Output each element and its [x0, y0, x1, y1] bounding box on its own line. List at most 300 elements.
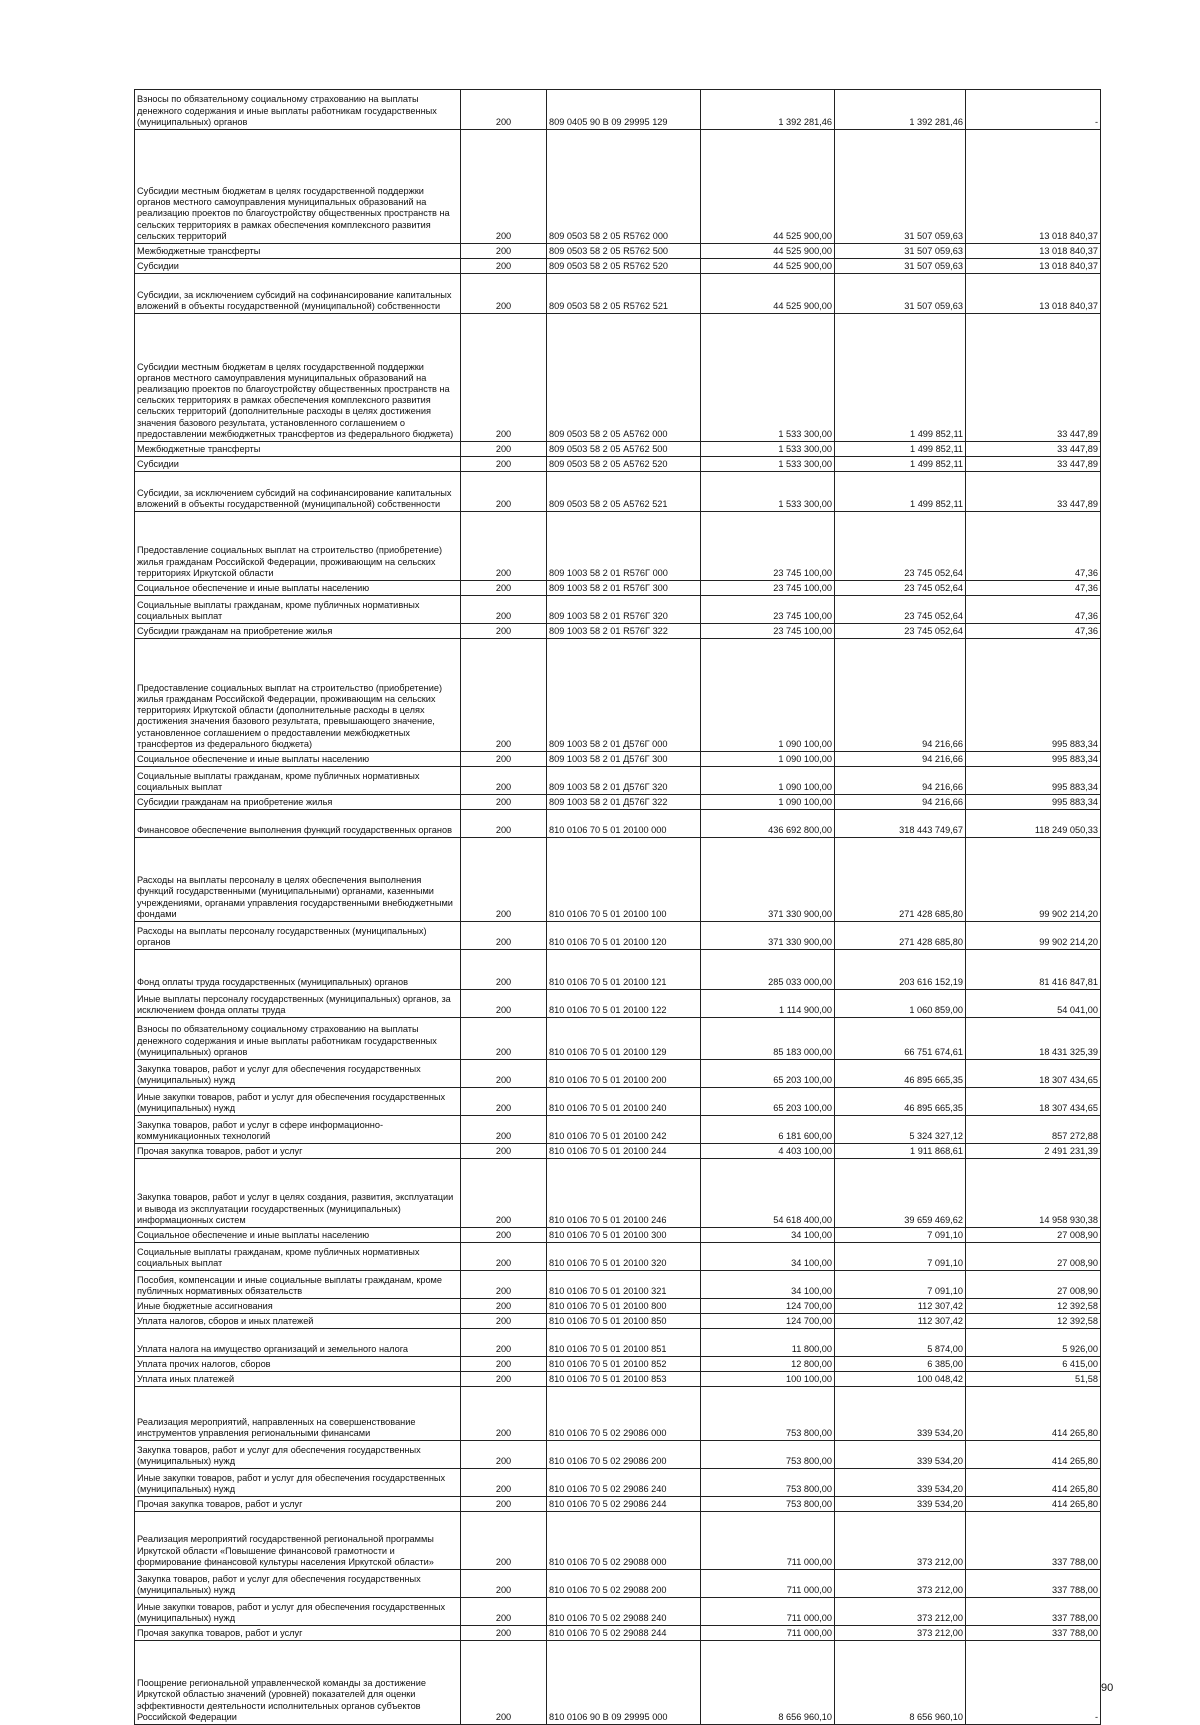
row-executed: 23 745 052,64	[835, 596, 966, 624]
row-name: Поощрение региональной управленческой команды за достижение Иркутской областью значений (уровней) показателей для оценки эффективности деятельности исполнительных органов субъектов Российской Федерации	[135, 1641, 461, 1725]
row-executed: 7 091,10	[835, 1271, 966, 1299]
row-planned: 711 000,00	[701, 1598, 835, 1626]
table-row	[135, 596, 1101, 624]
row-line-code: 200	[461, 752, 547, 767]
row-budget-code: 809 0503 58 2 05 R5762 000	[547, 130, 701, 244]
row-line-code: 200	[461, 990, 547, 1018]
row-line-code: 200	[461, 838, 547, 922]
row-line-code: 200	[461, 442, 547, 457]
row-budget-code: 810 0106 70 5 02 29088 200	[547, 1570, 701, 1598]
row-executed: 46 895 665,35	[835, 1060, 966, 1088]
row-name: Закупка товаров, работ и услуг для обеспечения государственных (муниципальных) нужд	[135, 1060, 461, 1088]
row-line-code: 200	[461, 1299, 547, 1314]
row-name: Субсидии местным бюджетам в целях государственной поддержки органов местного самоуправления муниципальных образований на реализацию проектов по благоустройству общественных пространств на сельских территориях в рамках обеспечения комплексного развития сельских территорий	[135, 130, 461, 244]
row-planned: 12 800,00	[701, 1357, 835, 1372]
table-row	[135, 1469, 1101, 1497]
row-executed: 5 874,00	[835, 1329, 966, 1357]
row-planned: 1 090 100,00	[701, 639, 835, 752]
row-line-code: 200	[461, 624, 547, 639]
row-remaining: 27 008,90	[966, 1243, 1101, 1271]
row-name: Субсидии местным бюджетам в целях государственной поддержки органов местного самоуправления муниципальных образований на реализацию проектов по благоустройству общественных пространств на сельских территориях в рамках обеспечения комплексного развития сельских территорий (дополнительные расходы в целях достижения значения базового результата, установленного соглашением о предоставлении межбюджетных трансфертов из федерального бюджета)	[135, 314, 461, 442]
row-name: Иные закупки товаров, работ и услуг для обеспечения государственных (муниципальных) нужд	[135, 1088, 461, 1116]
row-planned: 124 700,00	[701, 1299, 835, 1314]
row-planned: 65 203 100,00	[701, 1088, 835, 1116]
table-row	[135, 1116, 1101, 1144]
row-budget-code: 809 0503 58 2 05 А5762 000	[547, 314, 701, 442]
row-name: Межбюджетные трансферты	[135, 442, 461, 457]
row-executed: 94 216,66	[835, 639, 966, 752]
row-name: Расходы на выплаты персоналу в целях обеспечения выполнения функций государственными (муниципальными) органами, казенными учреждениями, органами управления государственными внебюджетными фондами	[135, 838, 461, 922]
row-name: Субсидии	[135, 457, 461, 472]
row-planned: 753 800,00	[701, 1387, 835, 1441]
row-name: Предоставление социальных выплат на строительство (приобретение) жилья гражданам Российской Федерации, проживающим на сельских территориях Иркутской области (дополнительные расходы в целях достижения значения базового результата, превышающего значение, установленное соглашением о предоставлении межбюджетных трансфертов из федерального бюджета)	[135, 639, 461, 752]
row-planned: 1 090 100,00	[701, 752, 835, 767]
row-line-code: 200	[461, 512, 547, 581]
row-name: Социальное обеспечение и иные выплаты населению	[135, 752, 461, 767]
table-row	[135, 1497, 1101, 1512]
row-executed: 373 212,00	[835, 1512, 966, 1570]
row-line-code: 200	[461, 1018, 547, 1060]
table-row	[135, 244, 1101, 259]
row-remaining: 6 415,00	[966, 1357, 1101, 1372]
row-executed: 339 534,20	[835, 1469, 966, 1497]
row-remaining: 27 008,90	[966, 1228, 1101, 1243]
row-budget-code: 810 0106 70 5 02 29088 244	[547, 1626, 701, 1641]
table-row	[135, 1088, 1101, 1116]
row-remaining: 47,36	[966, 512, 1101, 581]
row-planned: 34 100,00	[701, 1228, 835, 1243]
row-name: Реализация мероприятий государственной региональной программы Иркутской области «Повышение финансовой грамотности и формирование финансовой культуры населения Иркутской области»	[135, 1512, 461, 1570]
row-budget-code: 810 0106 70 5 01 20100 851	[547, 1329, 701, 1357]
row-remaining: 995 883,34	[966, 767, 1101, 795]
row-line-code: 200	[461, 922, 547, 950]
row-planned: 711 000,00	[701, 1512, 835, 1570]
row-line-code: 200	[461, 472, 547, 512]
row-budget-code: 809 1003 58 2 01 R576Г 320	[547, 596, 701, 624]
row-name: Социальное обеспечение и иные выплаты населению	[135, 581, 461, 596]
row-name: Иные закупки товаров, работ и услуг для обеспечения государственных (муниципальных) нужд	[135, 1469, 461, 1497]
row-name: Субсидии, за исключением субсидий на софинансирование капитальных вложений в объекты государственной (муниципальной) собственности	[135, 274, 461, 314]
row-executed: 339 534,20	[835, 1441, 966, 1469]
row-budget-code: 810 0106 70 5 01 20100 200	[547, 1060, 701, 1088]
row-budget-code: 810 0106 70 5 02 29088 240	[547, 1598, 701, 1626]
table-row	[135, 1626, 1101, 1641]
row-remaining: 33 447,89	[966, 457, 1101, 472]
row-name: Расходы на выплаты персоналу государственных (муниципальных) органов	[135, 922, 461, 950]
row-line-code: 200	[461, 314, 547, 442]
row-executed: 1 499 852,11	[835, 472, 966, 512]
row-executed: 31 507 059,63	[835, 259, 966, 274]
row-planned: 1 533 300,00	[701, 442, 835, 457]
row-remaining: 118 249 050,33	[966, 810, 1101, 838]
row-executed: 373 212,00	[835, 1570, 966, 1598]
row-remaining: 47,36	[966, 624, 1101, 639]
row-remaining: 47,36	[966, 581, 1101, 596]
table-row	[135, 1144, 1101, 1159]
row-line-code: 200	[461, 1243, 547, 1271]
row-executed: 94 216,66	[835, 767, 966, 795]
row-executed: 7 091,10	[835, 1228, 966, 1243]
table-row	[135, 1060, 1101, 1088]
row-executed: 100 048,42	[835, 1372, 966, 1387]
row-remaining: 47,36	[966, 596, 1101, 624]
row-planned: 23 745 100,00	[701, 581, 835, 596]
row-name: Уплата иных платежей	[135, 1372, 461, 1387]
row-budget-code: 810 0106 70 5 01 20100 853	[547, 1372, 701, 1387]
row-budget-code: 810 0106 70 5 01 20100 121	[547, 950, 701, 990]
row-budget-code: 809 0503 58 2 05 А5762 520	[547, 457, 701, 472]
row-planned: 285 033 000,00	[701, 950, 835, 990]
row-remaining: 33 447,89	[966, 472, 1101, 512]
row-budget-code: 810 0106 70 5 01 20100 850	[547, 1314, 701, 1329]
row-planned: 436 692 800,00	[701, 810, 835, 838]
budget-table	[134, 89, 1101, 1725]
row-line-code: 200	[461, 1357, 547, 1372]
row-remaining: 13 018 840,37	[966, 274, 1101, 314]
row-planned: 11 800,00	[701, 1329, 835, 1357]
row-remaining: 18 307 434,65	[966, 1088, 1101, 1116]
row-line-code: 200	[461, 1387, 547, 1441]
row-planned: 23 745 100,00	[701, 624, 835, 639]
row-name: Финансовое обеспечение выполнения функций государственных органов	[135, 810, 461, 838]
row-executed: 373 212,00	[835, 1598, 966, 1626]
row-executed: 1 499 852,11	[835, 442, 966, 457]
row-remaining: 2 491 231,39	[966, 1144, 1101, 1159]
row-planned: 34 100,00	[701, 1271, 835, 1299]
row-line-code: 200	[461, 1497, 547, 1512]
row-executed: 271 428 685,80	[835, 838, 966, 922]
row-budget-code: 810 0106 70 5 01 20100 242	[547, 1116, 701, 1144]
row-remaining: 414 265,80	[966, 1469, 1101, 1497]
row-name: Закупка товаров, работ и услуг для обеспечения государственных (муниципальных) нужд	[135, 1570, 461, 1598]
row-executed: 23 745 052,64	[835, 581, 966, 596]
row-executed: 66 751 674,61	[835, 1018, 966, 1060]
row-budget-code: 809 1003 58 2 01 R576Г 000	[547, 512, 701, 581]
row-remaining: 27 008,90	[966, 1271, 1101, 1299]
row-executed: 1 499 852,11	[835, 314, 966, 442]
table-row	[135, 1299, 1101, 1314]
row-line-code: 200	[461, 1314, 547, 1329]
row-executed: 339 534,20	[835, 1387, 966, 1441]
row-line-code: 200	[461, 1228, 547, 1243]
row-remaining: 13 018 840,37	[966, 259, 1101, 274]
row-budget-code: 810 0106 70 5 01 20100 120	[547, 922, 701, 950]
row-line-code: 200	[461, 1116, 547, 1144]
table-row	[135, 990, 1101, 1018]
table-row	[135, 1372, 1101, 1387]
row-name: Предоставление социальных выплат на строительство (приобретение) жилья гражданам Российской Федерации, проживающим на сельских территориях Иркутской области	[135, 512, 461, 581]
row-remaining: 414 265,80	[966, 1497, 1101, 1512]
row-budget-code: 809 1003 58 2 01 R576Г 300	[547, 581, 701, 596]
row-name: Социальные выплаты гражданам, кроме публичных нормативных социальных выплат	[135, 596, 461, 624]
table-row	[135, 1159, 1101, 1228]
row-remaining: 13 018 840,37	[966, 244, 1101, 259]
row-executed: 23 745 052,64	[835, 624, 966, 639]
row-budget-code: 809 0503 58 2 05 А5762 500	[547, 442, 701, 457]
row-remaining: 33 447,89	[966, 314, 1101, 442]
table-row	[135, 795, 1101, 810]
table-row	[135, 90, 1101, 130]
row-line-code: 200	[461, 596, 547, 624]
table-row	[135, 472, 1101, 512]
row-planned: 44 525 900,00	[701, 259, 835, 274]
row-budget-code: 810 0106 70 5 01 20100 244	[547, 1144, 701, 1159]
row-remaining: 12 392,58	[966, 1299, 1101, 1314]
row-line-code: 200	[461, 1626, 547, 1641]
table-row	[135, 581, 1101, 596]
row-executed: 112 307,42	[835, 1314, 966, 1329]
budget-table-body	[135, 90, 1101, 1725]
row-remaining: 337 788,00	[966, 1626, 1101, 1641]
row-budget-code: 809 1003 58 2 01 Д576Г 320	[547, 767, 701, 795]
table-row	[135, 512, 1101, 581]
row-remaining: 51,58	[966, 1372, 1101, 1387]
row-line-code: 200	[461, 639, 547, 752]
row-line-code: 200	[461, 274, 547, 314]
table-row	[135, 767, 1101, 795]
row-line-code: 200	[461, 1469, 547, 1497]
row-line-code: 200	[461, 810, 547, 838]
row-executed: 5 324 327,12	[835, 1116, 966, 1144]
row-line-code: 200	[461, 795, 547, 810]
row-name: Закупка товаров, работ и услуг в сфере информационно-коммуникационных технологий	[135, 1116, 461, 1144]
row-budget-code: 810 0106 70 5 02 29086 240	[547, 1469, 701, 1497]
row-name: Иные бюджетные ассигнования	[135, 1299, 461, 1314]
row-line-code: 200	[461, 950, 547, 990]
table-row	[135, 314, 1101, 442]
row-name: Пособия, компенсации и иные социальные выплаты гражданам, кроме публичных нормативных обязательств	[135, 1271, 461, 1299]
row-budget-code: 810 0106 70 5 01 20100 240	[547, 1088, 701, 1116]
row-remaining: 54 041,00	[966, 990, 1101, 1018]
row-planned: 371 330 900,00	[701, 838, 835, 922]
table-row	[135, 810, 1101, 838]
row-planned: 1 392 281,46	[701, 90, 835, 130]
row-line-code: 200	[461, 1570, 547, 1598]
table-row	[135, 274, 1101, 314]
row-budget-code: 809 1003 58 2 01 Д576Г 000	[547, 639, 701, 752]
row-name: Иные закупки товаров, работ и услуг для обеспечения государственных (муниципальных) нужд	[135, 1598, 461, 1626]
row-name: Субсидии, за исключением субсидий на софинансирование капитальных вложений в объекты государственной (муниципальной) собственности	[135, 472, 461, 512]
table-row	[135, 1570, 1101, 1598]
row-remaining: 414 265,80	[966, 1387, 1101, 1441]
row-remaining: 414 265,80	[966, 1441, 1101, 1469]
table-row	[135, 1641, 1101, 1725]
row-name: Реализация мероприятий, направленных на совершенствование инструментов управления региональными финансами	[135, 1387, 461, 1441]
table-row	[135, 1387, 1101, 1441]
row-line-code: 200	[461, 767, 547, 795]
row-name: Фонд оплаты труда государственных (муниципальных) органов	[135, 950, 461, 990]
row-name: Закупка товаров, работ и услуг в целях создания, развития, эксплуатации и вывода из эксплуатации государственных (муниципальных) информационных систем	[135, 1159, 461, 1228]
row-remaining: 14 958 930,38	[966, 1159, 1101, 1228]
row-line-code: 200	[461, 1088, 547, 1116]
row-budget-code: 810 0106 70 5 02 29086 200	[547, 1441, 701, 1469]
row-name: Социальные выплаты гражданам, кроме публичных нормативных социальных выплат	[135, 767, 461, 795]
table-row	[135, 259, 1101, 274]
row-budget-code: 809 1003 58 2 01 R576Г 322	[547, 624, 701, 639]
row-remaining: 337 788,00	[966, 1570, 1101, 1598]
row-remaining: 12 392,58	[966, 1314, 1101, 1329]
row-line-code: 200	[461, 1512, 547, 1570]
row-line-code: 200	[461, 1329, 547, 1357]
table-row	[135, 838, 1101, 922]
row-executed: 94 216,66	[835, 795, 966, 810]
row-budget-code: 810 0106 70 5 01 20100 100	[547, 838, 701, 922]
row-budget-code: 810 0106 70 5 01 20100 300	[547, 1228, 701, 1243]
row-remaining: 18 307 434,65	[966, 1060, 1101, 1088]
row-name: Уплата прочих налогов, сборов	[135, 1357, 461, 1372]
row-name: Прочая закупка товаров, работ и услуг	[135, 1144, 461, 1159]
row-budget-code: 810 0106 90 В 09 29995 000	[547, 1641, 701, 1725]
row-executed: 39 659 469,62	[835, 1159, 966, 1228]
page-number: 90	[1101, 1682, 1114, 1694]
row-planned: 100 100,00	[701, 1372, 835, 1387]
row-planned: 23 745 100,00	[701, 596, 835, 624]
row-planned: 6 181 600,00	[701, 1116, 835, 1144]
row-planned: 8 656 960,10	[701, 1641, 835, 1725]
row-executed: 318 443 749,67	[835, 810, 966, 838]
row-budget-code: 809 1003 58 2 01 Д576Г 322	[547, 795, 701, 810]
table-row	[135, 1314, 1101, 1329]
row-executed: 46 895 665,35	[835, 1088, 966, 1116]
row-line-code: 200	[461, 581, 547, 596]
row-name: Прочая закупка товаров, работ и услуг	[135, 1626, 461, 1641]
row-executed: 1 060 859,00	[835, 990, 966, 1018]
table-row	[135, 752, 1101, 767]
row-executed: 31 507 059,63	[835, 274, 966, 314]
row-remaining: 13 018 840,37	[966, 130, 1101, 244]
row-remaining: 995 883,34	[966, 752, 1101, 767]
row-budget-code: 809 0503 58 2 05 А5762 521	[547, 472, 701, 512]
row-budget-code: 810 0106 70 5 01 20100 320	[547, 1243, 701, 1271]
row-planned: 1 533 300,00	[701, 314, 835, 442]
row-budget-code: 809 1003 58 2 01 Д576Г 300	[547, 752, 701, 767]
row-line-code: 200	[461, 1271, 547, 1299]
row-planned: 1 533 300,00	[701, 457, 835, 472]
row-line-code: 200	[461, 1441, 547, 1469]
row-remaining: 995 883,34	[966, 639, 1101, 752]
row-executed: 271 428 685,80	[835, 922, 966, 950]
table-row	[135, 1228, 1101, 1243]
table-row	[135, 1018, 1101, 1060]
table-row	[135, 1271, 1101, 1299]
row-budget-code: 810 0106 70 5 01 20100 800	[547, 1299, 701, 1314]
row-planned: 1 114 900,00	[701, 990, 835, 1018]
row-line-code: 200	[461, 1060, 547, 1088]
row-remaining: 337 788,00	[966, 1598, 1101, 1626]
row-planned: 753 800,00	[701, 1441, 835, 1469]
row-line-code: 200	[461, 1641, 547, 1725]
row-remaining: -	[966, 90, 1101, 130]
row-executed: 1 392 281,46	[835, 90, 966, 130]
row-executed: 7 091,10	[835, 1243, 966, 1271]
table-row	[135, 639, 1101, 752]
row-executed: 373 212,00	[835, 1626, 966, 1641]
row-line-code: 200	[461, 259, 547, 274]
row-executed: 1 911 868,61	[835, 1144, 966, 1159]
row-name: Закупка товаров, работ и услуг для обеспечения государственных (муниципальных) нужд	[135, 1441, 461, 1469]
row-name: Социальное обеспечение и иные выплаты населению	[135, 1228, 461, 1243]
row-planned: 753 800,00	[701, 1497, 835, 1512]
row-budget-code: 809 0503 58 2 05 R5762 500	[547, 244, 701, 259]
table-row	[135, 1441, 1101, 1469]
row-remaining: 857 272,88	[966, 1116, 1101, 1144]
table-row	[135, 457, 1101, 472]
row-line-code: 200	[461, 1372, 547, 1387]
row-planned: 44 525 900,00	[701, 274, 835, 314]
row-line-code: 200	[461, 1159, 547, 1228]
row-line-code: 200	[461, 90, 547, 130]
row-remaining: 99 902 214,20	[966, 838, 1101, 922]
row-name: Социальные выплаты гражданам, кроме публичных нормативных социальных выплат	[135, 1243, 461, 1271]
row-executed: 31 507 059,63	[835, 130, 966, 244]
row-executed: 31 507 059,63	[835, 244, 966, 259]
row-planned: 85 183 000,00	[701, 1018, 835, 1060]
row-planned: 65 203 100,00	[701, 1060, 835, 1088]
row-executed: 203 616 152,19	[835, 950, 966, 990]
row-planned: 54 618 400,00	[701, 1159, 835, 1228]
row-planned: 124 700,00	[701, 1314, 835, 1329]
row-planned: 4 403 100,00	[701, 1144, 835, 1159]
row-planned: 44 525 900,00	[701, 244, 835, 259]
row-name: Межбюджетные трансферты	[135, 244, 461, 259]
table-row	[135, 950, 1101, 990]
row-line-code: 200	[461, 1144, 547, 1159]
table-row	[135, 1512, 1101, 1570]
table-row	[135, 624, 1101, 639]
row-name: Иные выплаты персоналу государственных (муниципальных) органов, за исключением фонда оплаты труда	[135, 990, 461, 1018]
row-line-code: 200	[461, 130, 547, 244]
row-executed: 339 534,20	[835, 1497, 966, 1512]
row-planned: 711 000,00	[701, 1570, 835, 1598]
row-executed: 112 307,42	[835, 1299, 966, 1314]
table-row	[135, 1598, 1101, 1626]
row-remaining: 337 788,00	[966, 1512, 1101, 1570]
row-line-code: 200	[461, 1598, 547, 1626]
row-executed: 1 499 852,11	[835, 457, 966, 472]
row-planned: 44 525 900,00	[701, 130, 835, 244]
row-budget-code: 810 0106 70 5 01 20100 321	[547, 1271, 701, 1299]
table-row	[135, 442, 1101, 457]
row-planned: 1 533 300,00	[701, 472, 835, 512]
row-remaining: 33 447,89	[966, 442, 1101, 457]
table-row	[135, 1357, 1101, 1372]
row-name: Субсидии	[135, 259, 461, 274]
table-row	[135, 922, 1101, 950]
row-planned: 711 000,00	[701, 1626, 835, 1641]
row-remaining: 5 926,00	[966, 1329, 1101, 1357]
row-remaining: 995 883,34	[966, 795, 1101, 810]
row-budget-code: 810 0106 70 5 02 29086 244	[547, 1497, 701, 1512]
row-planned: 371 330 900,00	[701, 922, 835, 950]
row-remaining: 18 431 325,39	[966, 1018, 1101, 1060]
row-planned: 753 800,00	[701, 1469, 835, 1497]
row-line-code: 200	[461, 244, 547, 259]
row-remaining: -	[966, 1641, 1101, 1725]
row-name: Прочая закупка товаров, работ и услуг	[135, 1497, 461, 1512]
row-line-code: 200	[461, 457, 547, 472]
row-budget-code: 810 0106 70 5 02 29086 000	[547, 1387, 701, 1441]
row-executed: 6 385,00	[835, 1357, 966, 1372]
row-budget-code: 810 0106 70 5 01 20100 129	[547, 1018, 701, 1060]
row-remaining: 99 902 214,20	[966, 922, 1101, 950]
row-budget-code: 810 0106 70 5 01 20100 000	[547, 810, 701, 838]
row-budget-code: 809 0405 90 В 09 29995 129	[547, 90, 701, 130]
row-name: Взносы по обязательному социальному страхованию на выплаты денежного содержания и иные выплаты работникам государственных (муниципальных) органов	[135, 90, 461, 130]
row-name: Субсидии гражданам на приобретение жилья	[135, 795, 461, 810]
row-name: Уплата налогов, сборов и иных платежей	[135, 1314, 461, 1329]
row-remaining: 81 416 847,81	[966, 950, 1101, 990]
table-row	[135, 1329, 1101, 1357]
